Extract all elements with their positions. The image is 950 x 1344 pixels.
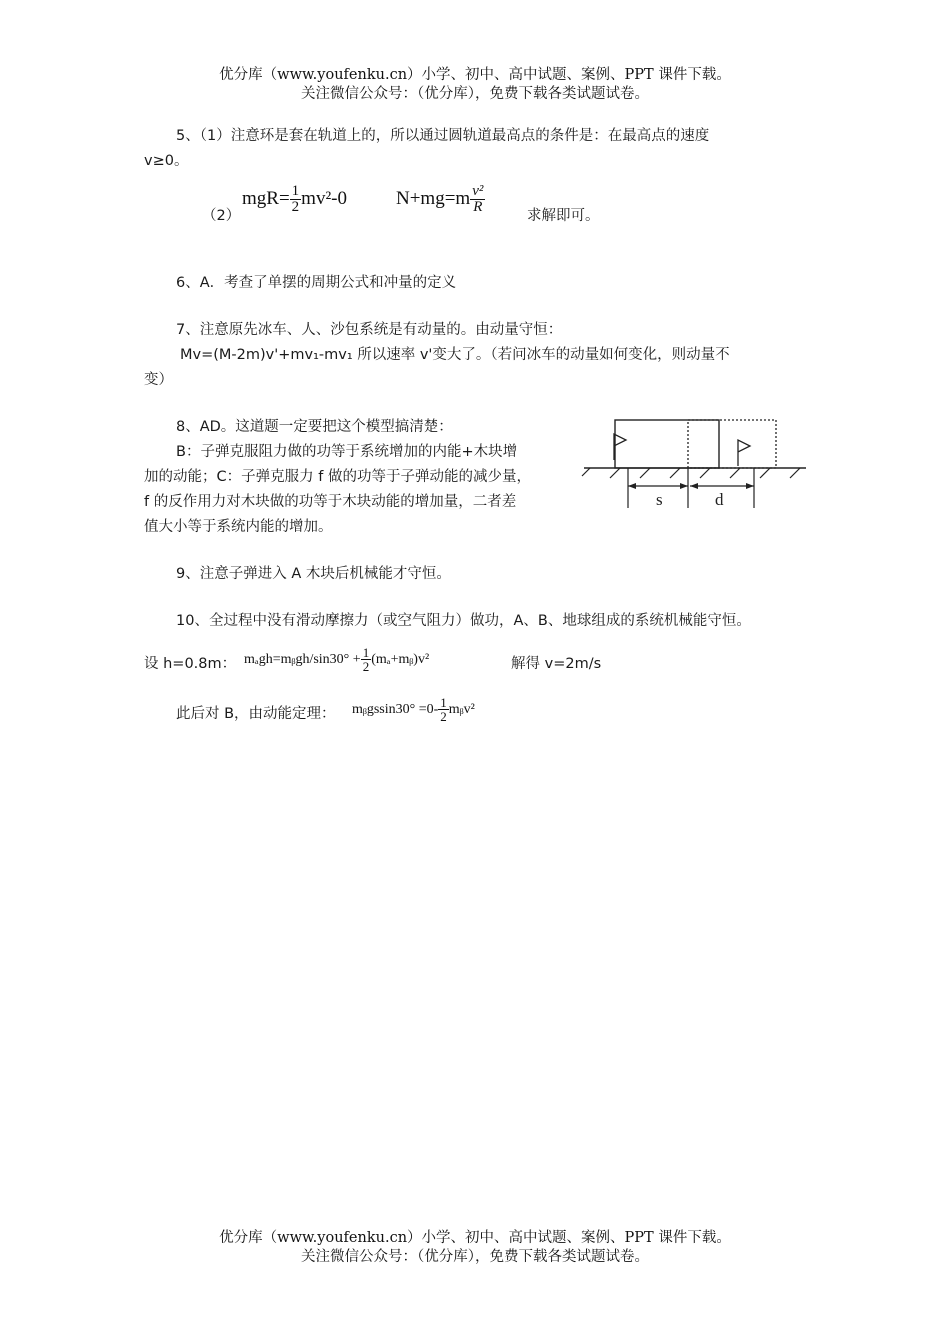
q5-line2: v≥0。 xyxy=(144,153,189,169)
q8-line4: f 的反作用力对木块做的功等于木块动能的增加量，二者差 xyxy=(144,494,517,510)
q5-eq2-left: N+mg=m xyxy=(396,188,471,209)
q10-eq1-right: (mₐ+mᵦ)v² xyxy=(371,652,430,667)
fraction-numerator: 1 xyxy=(440,695,447,711)
label-d: d xyxy=(715,490,724,509)
page-footer-line2: 关注微信公众号：（优分库），免费下载各类试题试卷。 xyxy=(301,1249,649,1265)
fraction xyxy=(470,184,485,215)
q10-result: 解得 v=2m/s xyxy=(511,656,602,672)
fraction-denominator: 2 xyxy=(440,709,447,725)
q5-tail: 求解即可。 xyxy=(527,208,600,224)
q10-equation-energy xyxy=(244,636,429,684)
q6-line1: 6、A．考查了单摆的周期公式和冲量的定义 xyxy=(176,275,457,291)
q10-line1: 10、全过程中没有滑动摩擦力（或空气阻力）做功，A、B、地球组成的系统机械能守恒。 xyxy=(176,613,751,629)
q7-line3: 变） xyxy=(144,372,173,388)
page-header-line1: 优分库（www.youfenku.cn）小学、初中、高中试题、案例、PPT 课件下载。 xyxy=(219,67,731,83)
q10-prefix: 设 h=0.8m： xyxy=(144,656,237,672)
fraction xyxy=(438,696,449,723)
q10-eq2-right: mᵦv² xyxy=(448,702,475,717)
label-s: s xyxy=(656,490,663,509)
block-final xyxy=(688,420,776,468)
q9-line1: 9、注意子弹进入 A 木块后机械能才守恒。 xyxy=(176,566,451,582)
q7-line1: 7、注意原先冰车、人、沙包系统是有动量的。由动量守恒： xyxy=(176,322,563,338)
fraction-denominator: 2 xyxy=(362,659,370,675)
q10-eq1-left: mₐgh=mᵦgh/sin30° + xyxy=(244,652,361,667)
q10-line3: 此后对 B，由动能定理： xyxy=(176,706,336,722)
fraction xyxy=(361,646,372,673)
q10-eq2-left: mᵦgssin30° =0- xyxy=(352,702,439,717)
q5-eq1-right: mv²-0 xyxy=(301,188,347,209)
q5-line1: 5、（1）注意环是套在轨道上的，所以通过圆轨道最高点的条件是：在最高点的速度 xyxy=(176,128,710,144)
fraction-numerator: 1 xyxy=(291,183,300,200)
q5-equation-energy xyxy=(242,177,347,221)
q5-equation-force xyxy=(396,177,485,221)
page-header-line2: 关注微信公众号：（优分库），免费下载各类试题试卷。 xyxy=(301,86,649,102)
page-footer-line1: 优分库（www.youfenku.cn）小学、初中、高中试题、案例、PPT 课件下载。 xyxy=(219,1230,731,1246)
fraction xyxy=(290,184,302,215)
q8-line2: B：子弹克服阻力做的功等于系统增加的内能+木块增 xyxy=(176,444,518,460)
fraction-numerator: 1 xyxy=(362,645,370,661)
bullet-block-diagram xyxy=(580,410,812,518)
q7-equation: Mv=(M-2m)v'+mv₁-mv₁ 所以速率 v'变大了。（若问冰车的动量如何变化，则动量不 xyxy=(180,347,730,363)
q8-line5: 值大小等于系统内能的增加。 xyxy=(144,519,333,535)
bullet-final-icon xyxy=(738,440,750,466)
block-initial xyxy=(615,420,719,468)
q5-part2-label: （2） xyxy=(202,208,241,224)
q8-line1: 8、AD。这道题一定要把这个模型搞清楚： xyxy=(176,419,453,435)
q8-line3: 加的动能；C：子弹克服力 f 做的功等于子弹动能的减少量， xyxy=(144,469,531,485)
q10-equation-work xyxy=(352,686,475,734)
fraction-numerator: v² xyxy=(472,183,484,200)
fraction-denominator: 2 xyxy=(291,199,300,216)
ground-hatch xyxy=(582,468,800,478)
fraction-denominator: R xyxy=(473,199,483,216)
bullet-initial-icon xyxy=(614,434,626,460)
q5-eq1-left: mgR= xyxy=(242,188,290,209)
